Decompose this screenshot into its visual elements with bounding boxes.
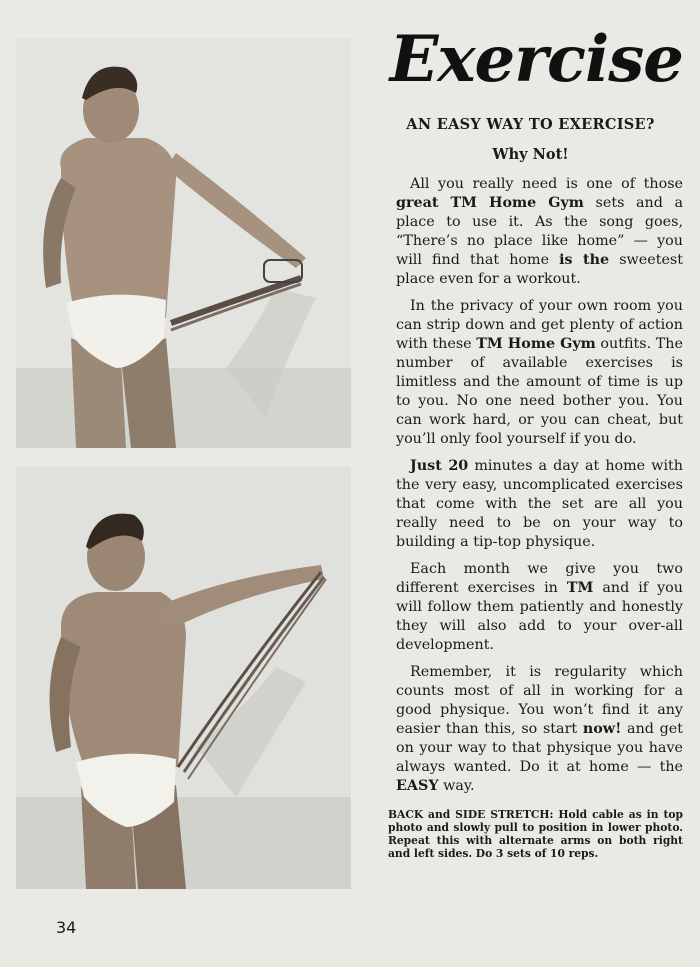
p1-bold-b: great TM Home Gym (396, 195, 584, 211)
p1-text-a: All you really need is one of those (410, 176, 683, 192)
paragraph-1 (396, 175, 683, 289)
page-title: Exercise (389, 22, 683, 97)
p5-text-a: Remember, it is regularity which counts most of all in working for a good physique. You won’t find it any easier than this, so start (396, 664, 683, 737)
caption-text: Hold cable as in top photo and slowly pull to position in lower photo. Repeat this with alternate arms on both right and left sides. Do 3 sets of 10 reps. (388, 808, 683, 860)
paragraph-2 (396, 297, 683, 449)
p3-bold-a: Just 20 (410, 458, 469, 474)
p3-text-b: minutes a day at home with the very easy, uncomplicated exercises that come with the set are all you really need to be on your way to building a tip-top physique. (396, 458, 683, 550)
p4-bold-b: TM (566, 580, 594, 596)
p5-bold-b: now! (582, 721, 622, 737)
p4-text-c: and if you will follow them patiently and honestly they will also add to your over-all development. (396, 580, 683, 653)
p1-text-e: sweetest place even for a workout. (396, 252, 683, 287)
p1-bold-d: is the (559, 252, 610, 268)
p5-text-e: way. (438, 778, 475, 794)
p5-bold-d: EASY (396, 778, 439, 794)
paragraph-3 (396, 457, 683, 552)
paragraph-4 (396, 560, 683, 655)
p2-bold-b: TM Home Gym (476, 336, 596, 352)
p1-text-c: sets and a place to use it. As the song goes, “There’s no place like home” — you will find that home (396, 195, 683, 268)
caption-lead: BACK and SIDE STRETCH: (388, 808, 554, 821)
photo-caption (378, 808, 683, 860)
article-headline: AN EASY WAY TO EXERCISE? (406, 116, 655, 133)
p5-text-c: and get on your way to that physique you have always wanted. Do it at home — the (396, 721, 683, 775)
p4-text-a: Each month we give you two different exercises in (396, 561, 683, 596)
paragraph-5 (396, 663, 683, 796)
p2-text-a: In the privacy of your own room you can strip down and get plenty of action with these (396, 298, 683, 352)
photo-bottom-image (16, 467, 351, 889)
article-subhead: Why Not! (492, 146, 569, 163)
photo-top-exercise-start (16, 38, 351, 448)
photo-bottom-exercise-end (16, 467, 351, 889)
p2-text-c: outfits. The number of available exercises is limitless and the amount of time is up to you. No one need bother you. You can work hard, or you can cheat, but you’ll only fool yourself if you do. (396, 336, 683, 447)
page-number: 34 (56, 918, 77, 937)
article-column (378, 22, 683, 860)
article-body (378, 175, 683, 796)
photo-top-image (16, 38, 351, 448)
